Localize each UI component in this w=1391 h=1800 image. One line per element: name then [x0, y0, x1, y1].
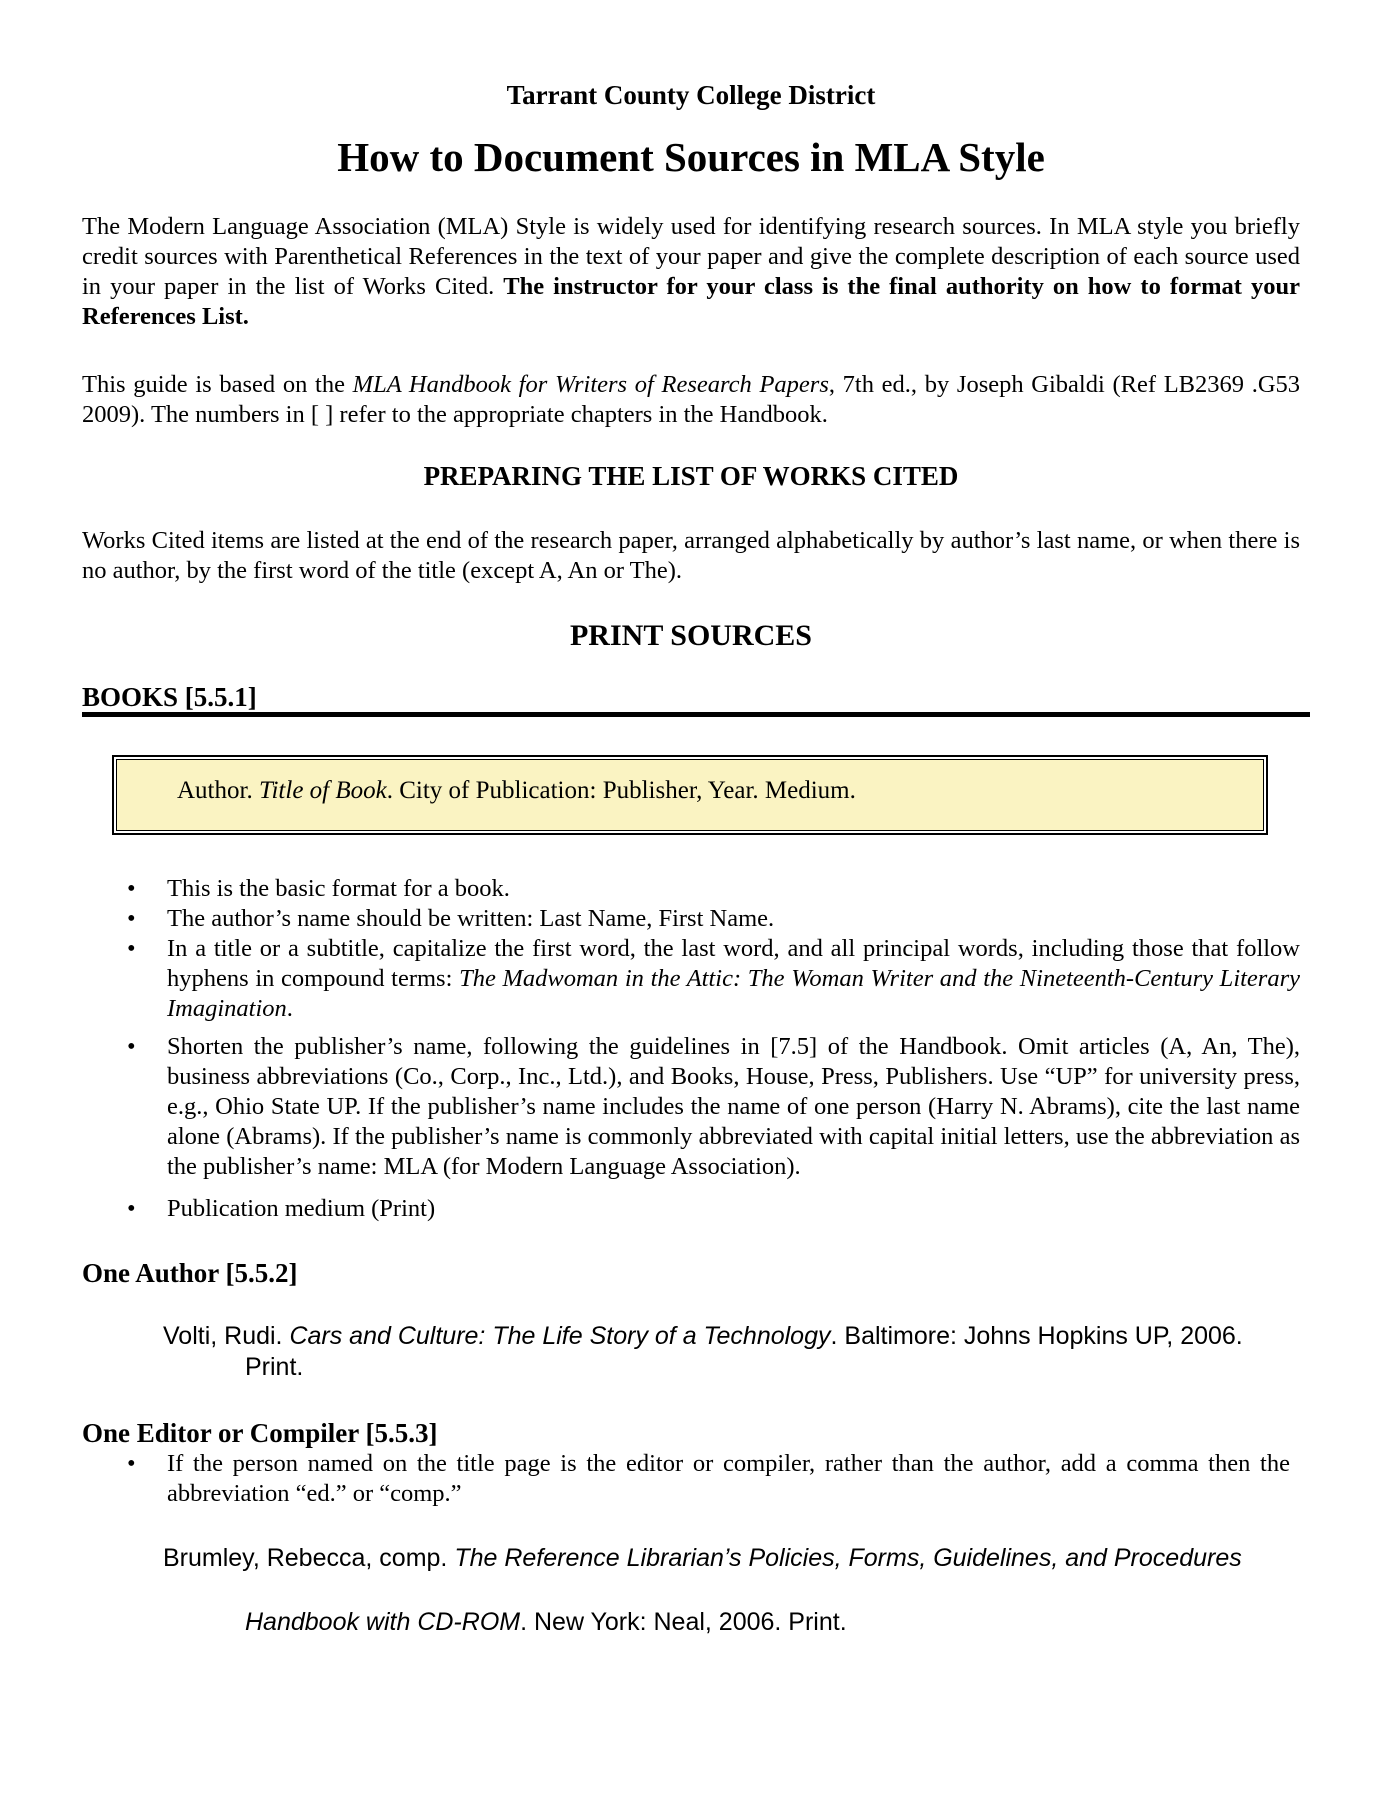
citation-format-text — [116, 759, 1264, 831]
books-heading: BOOKS [5.5.1] — [82, 682, 257, 712]
bullet-basic-format — [82, 874, 1300, 904]
citation-format-box — [112, 755, 1268, 835]
print-sources-heading: PRINT SOURCES — [569, 619, 812, 652]
intro-bold-note: The instructor for your class is the final authority on how to format your References List. — [82, 273, 1301, 330]
bullet-glyph: • — [127, 875, 136, 902]
format-title-italic: Title of Book — [258, 777, 387, 804]
format-post: . City of Publication: Publisher, Year. Medium. — [386, 777, 856, 804]
citation-publisher: . Baltimore: Johns Hopkins UP, 2006. — [830, 1322, 1243, 1350]
format-pre: Author. — [177, 777, 259, 804]
bullet-glyph: • — [127, 1033, 136, 1060]
bullet-text-end: . — [286, 995, 293, 1022]
handbook-title-italic: MLA Handbook for Writers of Research Papers — [352, 371, 829, 398]
org-title: Tarrant County College District — [506, 80, 876, 110]
bullet-glyph: • — [127, 1450, 136, 1477]
books-divider-rule — [82, 712, 1310, 717]
citation-title-italic: The Reference Librarian’s Policies, Forms, Guidelines, and Procedures — [454, 1544, 1242, 1572]
bullet-text: This is the basic format for a book. — [167, 875, 510, 902]
citation-line-2 — [245, 1607, 1300, 1638]
citation-line-1 — [163, 1543, 1300, 1574]
bullet-publisher-name — [82, 1032, 1300, 1182]
madwoman-title-italic: The Madwoman in the Attic: The Woman Writer and the Nineteenth-Century Literary Imagination — [167, 965, 1300, 1022]
bullet-text: The author’s name should be written: Last Name, First Name. — [167, 905, 775, 932]
citation-author: Volti, Rudi. — [163, 1322, 290, 1350]
books-bullet-list — [82, 874, 1300, 1224]
one-author-heading: One Author [5.5.2] — [82, 1258, 298, 1288]
bullet-capitalization — [82, 934, 1300, 1024]
citation-line-2: Print. — [245, 1353, 304, 1381]
bullet-editor-compiler — [82, 1449, 1300, 1509]
bullet-author-name — [82, 904, 1300, 934]
page-title: How to Document Sources in MLA Style — [337, 134, 1045, 180]
one-editor-heading: One Editor or Compiler [5.5.3] — [82, 1418, 438, 1448]
bullet-glyph: • — [127, 905, 136, 932]
bullet-glyph: • — [127, 1195, 136, 1222]
bullet-text: In a title or a subtitle, capitalize the first word, the last word, and all principal words, including those that follow hyphens in compound terms: — [167, 935, 1300, 992]
citation-title-italic: Cars and Culture: The Life Story of a Technology — [289, 1322, 831, 1350]
bullet-text: Shorten the publisher’s name, following the guidelines in [7.5] of the Handbook. Omit articles (A, An, The), business abbreviations (Co., Corp., Inc., Ltd.), and Books, House, Press, Publishers. Use “UP” for university press, e.g., Ohio State UP. If the publisher’s name includes the name of one person (Harry N. Abrams), cite the last name alone (Abrams). If the publisher’s name is commonly abbreviated with capital initial letters, use the abbreviation as the publisher’s name: MLA (for Modern Language Association). — [167, 1033, 1300, 1180]
works-cited-paragraph: Works Cited items are listed at the end of the research paper, arranged alphabetically by author’s last name, or when there is no author, by the first word of the title (except A, An or The). — [82, 527, 1300, 584]
citation-title-italic-continued: Handbook with CD-ROM — [245, 1608, 521, 1636]
guide-paragraph — [82, 370, 1300, 430]
intro-paragraph — [82, 212, 1300, 332]
intro-text: The Modern Language Association (MLA) Style is widely used for identifying research sources. In MLA style you briefly credit sources with Parenthetical References in the text of your paper and give the complete description of each source used in your paper in the list of Works Cited. — [82, 213, 1300, 300]
guide-text-post: , 7th ed., by Joseph Gibaldi (Ref LB2369 .G53 2009). The numbers in [ ] refer to the appropriate chapters in the Handbook. — [82, 371, 1301, 428]
citation-publisher: . New York: Neal, 2006. Print. — [520, 1608, 847, 1636]
bullet-glyph: • — [127, 935, 136, 962]
citation-author: Brumley, Rebecca, comp. — [163, 1544, 455, 1572]
editor-bullet-list — [82, 1449, 1300, 1509]
guide-text-pre: This guide is based on the — [82, 371, 353, 398]
works-cited-section-heading: PREPARING THE LIST OF WORKS CITED — [423, 461, 959, 491]
citation-one-author — [82, 1321, 1300, 1383]
bullet-publication-medium — [82, 1194, 1300, 1224]
bullet-text: Publication medium (Print) — [167, 1195, 436, 1222]
bullet-text: If the person named on the title page is the editor or compiler, rather than the author, add a comma then the abbreviation “ed.” or “comp.” — [167, 1450, 1290, 1507]
citation-line-1 — [163, 1321, 1300, 1352]
citation-one-editor — [82, 1543, 1300, 1638]
